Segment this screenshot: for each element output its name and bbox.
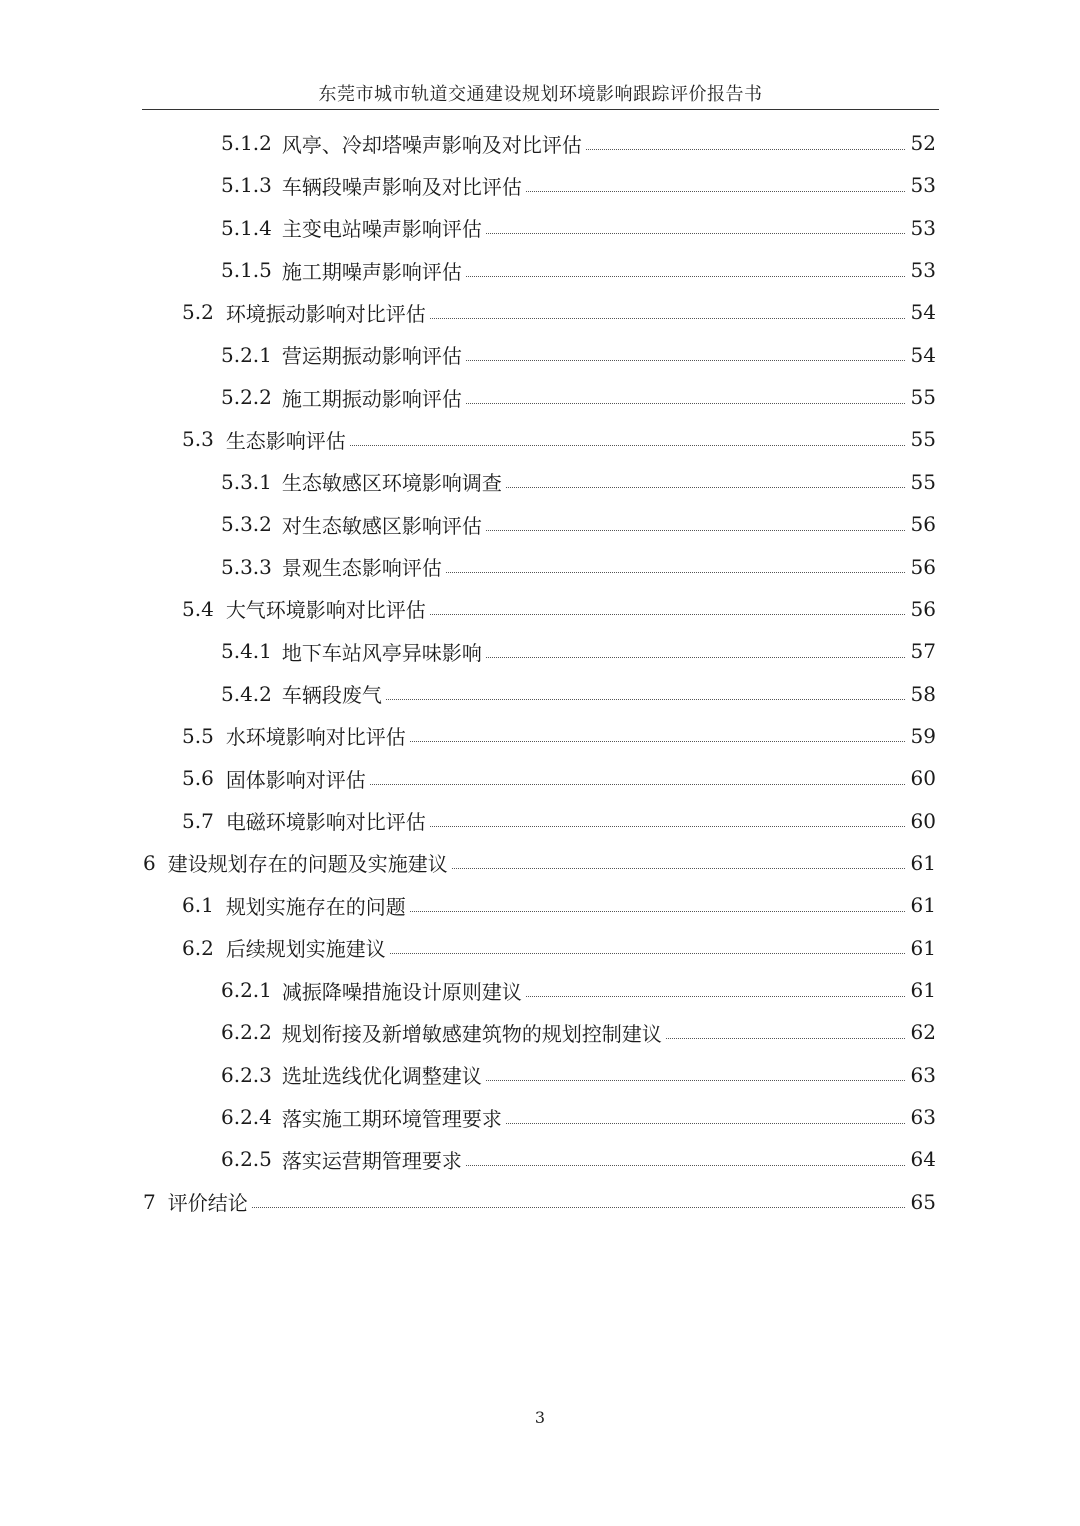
toc-entry-title: 落实施工期环境管理要求 xyxy=(281,1106,502,1131)
toc-entry-number: 5.3 xyxy=(182,427,214,452)
toc-entry[interactable] xyxy=(221,164,936,206)
toc-entry-number: 6.2.2 xyxy=(221,1020,272,1045)
toc-entry-page: 57 xyxy=(910,639,936,664)
toc-entry[interactable] xyxy=(221,1054,936,1096)
toc-dot-leader xyxy=(586,149,905,150)
toc-entry-title: 生态敏感区环境影响调查 xyxy=(281,471,502,496)
toc-entry-title: 后续规划实施建议 xyxy=(225,937,386,962)
toc-entry-number: 5.1.2 xyxy=(221,131,272,155)
toc-dot-leader xyxy=(526,191,905,192)
toc-entry-title: 大气环境影响对比评估 xyxy=(225,598,426,623)
toc-entry[interactable] xyxy=(143,842,936,884)
toc-entry-page: 64 xyxy=(910,1147,936,1172)
page-number: 3 xyxy=(534,1408,546,1427)
toc-entry-number: 5.1.4 xyxy=(221,215,272,240)
toc-entry-number: 5.3.2 xyxy=(221,512,272,537)
toc-entry-title: 主变电站噪声影响评估 xyxy=(281,217,482,242)
toc-entry-page: 61 xyxy=(910,850,936,875)
toc-entry[interactable] xyxy=(182,927,936,969)
toc-entry-number: 5.1.5 xyxy=(221,258,272,283)
toc-dot-leader xyxy=(430,614,905,615)
toc-entry-title: 环境振动影响对比评估 xyxy=(225,301,426,326)
toc-dot-leader xyxy=(486,233,905,234)
toc-dot-leader xyxy=(486,1080,905,1081)
toc-entry-page: 53 xyxy=(910,215,936,240)
toc-entry-title: 落实运营期管理要求 xyxy=(281,1148,462,1173)
toc-dot-leader xyxy=(390,953,905,954)
toc-dot-leader xyxy=(410,911,905,912)
toc-entry-page: 56 xyxy=(910,554,936,579)
toc-entry-number: 5.3.3 xyxy=(221,554,272,579)
toc-dot-leader xyxy=(466,1165,905,1166)
toc-dot-leader xyxy=(430,318,905,319)
toc-dot-leader xyxy=(506,487,905,488)
toc-entry[interactable] xyxy=(182,715,936,757)
toc-entry[interactable] xyxy=(182,757,936,799)
toc-entry-title: 车辆段噪声影响及对比评估 xyxy=(281,174,522,199)
toc-entry[interactable] xyxy=(221,376,936,418)
toc-entry-number: 5.2 xyxy=(182,300,214,325)
toc-entry[interactable] xyxy=(182,884,936,926)
toc-entry-page: 56 xyxy=(910,596,936,621)
toc-entry-number: 5.6 xyxy=(182,766,214,791)
toc-entry-title: 车辆段废气 xyxy=(281,683,382,708)
toc-entry-number: 6 xyxy=(143,850,156,875)
toc-entry-page: 61 xyxy=(910,978,936,1002)
toc-dot-leader xyxy=(486,657,905,658)
toc-entry-number: 5.4.2 xyxy=(221,681,272,706)
toc-entry[interactable] xyxy=(221,546,936,588)
toc-entry-title: 营运期振动影响评估 xyxy=(281,344,462,369)
toc-entry-title: 水环境影响对比评估 xyxy=(225,725,406,750)
toc-dot-leader xyxy=(252,1207,905,1208)
toc-entry-number: 6.2.3 xyxy=(221,1062,272,1087)
toc-entry-page: 61 xyxy=(910,935,936,960)
toc-entry-title: 风亭、冷却塔噪声影响及对比评估 xyxy=(281,132,582,157)
toc-entry-title: 对生态敏感区影响评估 xyxy=(281,513,482,538)
toc-entry-title: 减振降噪措施设计原则建议 xyxy=(281,979,522,1004)
toc-entry-number: 5.7 xyxy=(182,808,214,833)
toc-entry-title: 电磁环境影响对比评估 xyxy=(225,810,426,835)
toc-dot-leader xyxy=(466,403,905,404)
toc-entry-title: 施工期振动影响评估 xyxy=(281,386,462,411)
toc-dot-leader xyxy=(466,276,905,277)
toc-entry[interactable] xyxy=(182,291,936,333)
toc-entry-title: 地下车站风亭异味影响 xyxy=(281,640,482,665)
toc-dot-leader xyxy=(350,445,905,446)
toc-entry-title: 景观生态影响评估 xyxy=(281,556,442,580)
toc-entry-number: 5.1.3 xyxy=(221,173,272,198)
toc-entry[interactable] xyxy=(221,207,936,249)
toc-entry[interactable] xyxy=(221,461,936,503)
toc-entry-page: 58 xyxy=(910,681,936,706)
toc-entry-page: 63 xyxy=(910,1105,936,1130)
toc-dot-leader xyxy=(466,360,905,361)
toc-entry-page: 52 xyxy=(910,131,936,155)
toc-entry-page: 55 xyxy=(910,385,936,410)
toc-entry-number: 6.2.1 xyxy=(221,978,272,1002)
toc-dot-leader xyxy=(410,741,905,742)
toc-dot-leader xyxy=(486,530,905,531)
toc-entry-page: 60 xyxy=(910,808,936,833)
toc-entry[interactable] xyxy=(221,969,936,1011)
toc-entry-title: 评价结论 xyxy=(167,1191,248,1216)
toc-entry-page: 61 xyxy=(910,893,936,918)
toc-entry[interactable] xyxy=(143,1181,936,1223)
toc-entry-number: 6.1 xyxy=(182,893,214,918)
toc-entry[interactable] xyxy=(221,1138,936,1180)
toc-entry[interactable] xyxy=(221,673,936,715)
toc-entry-number: 5.3.1 xyxy=(221,469,272,494)
toc-entry[interactable] xyxy=(221,334,936,376)
toc-entry-title: 规划实施存在的问题 xyxy=(225,894,406,919)
toc-entry-page: 59 xyxy=(910,723,936,748)
toc-entry[interactable] xyxy=(221,1096,936,1138)
toc-entry-page: 65 xyxy=(910,1189,936,1214)
toc-entry-page: 60 xyxy=(910,766,936,791)
toc-entry-number: 6.2.5 xyxy=(221,1147,272,1172)
toc-entry-number: 6.2 xyxy=(182,935,214,960)
toc-entry[interactable] xyxy=(182,418,936,460)
toc-entry-title: 生态影响评估 xyxy=(225,428,346,453)
toc-entry-page: 54 xyxy=(910,342,936,367)
toc-entry-page: 53 xyxy=(910,173,936,198)
toc-entry-page: 55 xyxy=(910,469,936,494)
toc-entry-title: 固体影响对评估 xyxy=(225,767,366,792)
toc-entry-page: 56 xyxy=(910,512,936,537)
toc-dot-leader xyxy=(526,996,905,997)
toc-dot-leader xyxy=(370,784,905,785)
toc-entry-page: 54 xyxy=(910,300,936,325)
toc-entry[interactable] xyxy=(221,122,936,164)
toc-dot-leader xyxy=(446,572,905,573)
header-divider xyxy=(142,109,939,110)
toc-dot-leader xyxy=(452,868,905,869)
toc-entry-number: 7 xyxy=(143,1189,156,1214)
toc-entry-title: 规划衔接及新增敏感建筑物的规划控制建议 xyxy=(281,1021,662,1046)
toc-entry-title: 施工期噪声影响评估 xyxy=(281,259,462,284)
toc-entry-page: 53 xyxy=(910,258,936,283)
toc-entry-number: 5.5 xyxy=(182,723,214,748)
toc-entry[interactable] xyxy=(221,1011,936,1053)
toc-entry-page: 62 xyxy=(910,1020,936,1045)
toc-entry-number: 5.4.1 xyxy=(221,639,272,664)
toc-dot-leader xyxy=(506,1123,905,1124)
toc-entry-title: 选址选线优化调整建议 xyxy=(281,1064,482,1089)
toc-entry[interactable] xyxy=(182,588,936,630)
toc-dot-leader xyxy=(430,826,905,827)
toc-entry[interactable] xyxy=(221,630,936,672)
toc-dot-leader xyxy=(386,699,905,700)
running-header: 东莞市城市轨道交通建设规划环境影响跟踪评价报告书 xyxy=(318,84,763,105)
toc-entry-number: 5.4 xyxy=(182,596,214,621)
toc-entry-number: 5.2.1 xyxy=(221,342,272,367)
toc-entry[interactable] xyxy=(221,249,936,291)
toc-dot-leader xyxy=(666,1038,905,1039)
toc-entry[interactable] xyxy=(221,503,936,545)
toc-entry-page: 55 xyxy=(910,427,936,452)
toc-entry-number: 5.2.2 xyxy=(221,385,272,410)
toc-entry-number: 6.2.4 xyxy=(221,1105,272,1130)
toc-entry[interactable] xyxy=(182,800,936,842)
toc-entry-page: 63 xyxy=(910,1062,936,1087)
toc-entry-title: 建设规划存在的问题及实施建议 xyxy=(167,852,448,877)
